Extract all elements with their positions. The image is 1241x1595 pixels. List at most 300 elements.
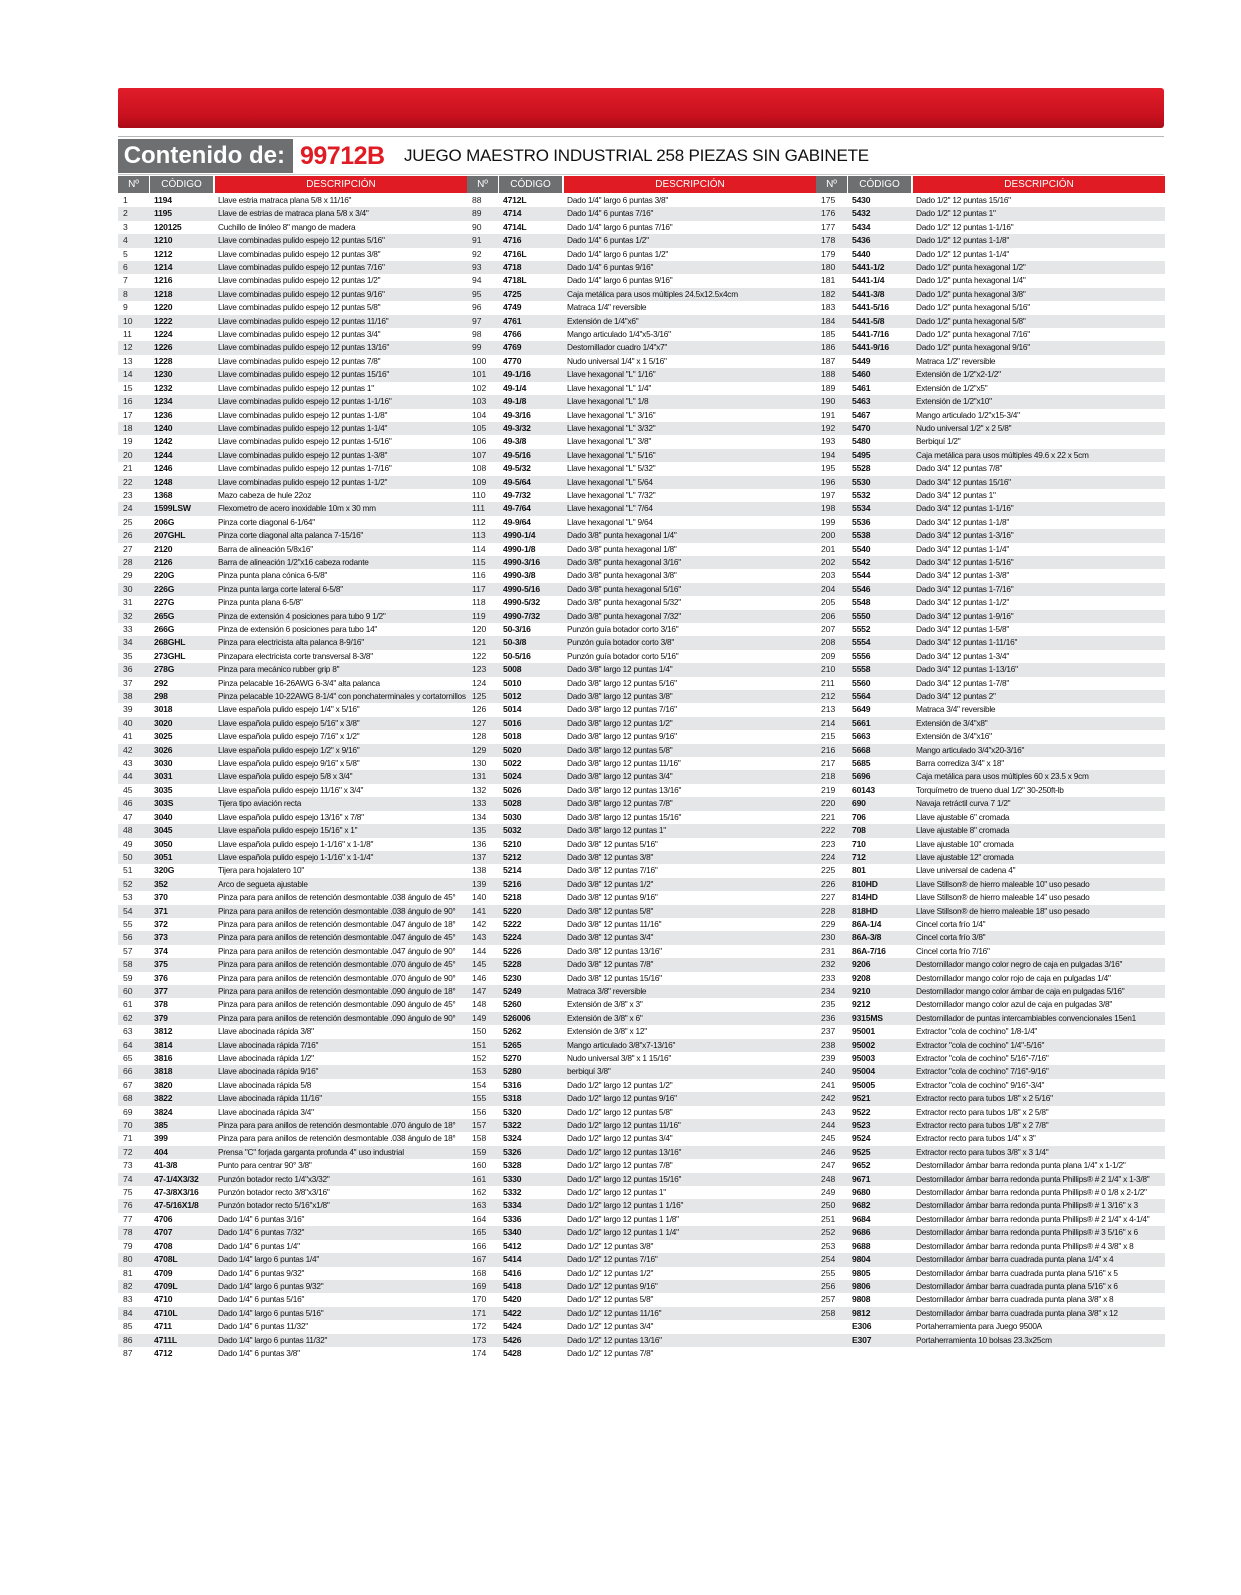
- table-row: [467, 958, 816, 971]
- item-description: Dado 1/2" largo 12 puntas 11/16": [567, 1120, 681, 1131]
- item-description: Dado 1/2" 12 puntas 7/8": [567, 1347, 654, 1358]
- item-number: 185: [821, 329, 836, 340]
- table-row: [467, 1039, 816, 1052]
- item-code: 5538: [852, 530, 871, 541]
- item-description: Llave combinadas pulido espejo 12 puntas 5/16": [218, 235, 385, 246]
- item-code: 5326: [503, 1146, 522, 1157]
- item-code: 5685: [852, 758, 871, 769]
- item-number: 225: [821, 865, 836, 876]
- table-row: [816, 1106, 1165, 1119]
- item-description: Extensión de 1/2"x2-1/2": [916, 369, 1001, 380]
- table-row: [467, 770, 816, 783]
- table-row: [816, 945, 1165, 958]
- item-description: Dado 3/8" punta hexagonal 3/8": [567, 570, 677, 581]
- item-code: 9680: [852, 1187, 871, 1198]
- item-number: 60: [123, 985, 133, 996]
- item-description: Dado 3/4" 12 puntas 1": [916, 489, 996, 500]
- table-row: [467, 596, 816, 609]
- item-description: Extensión de 3/8" x 6": [567, 1012, 643, 1023]
- item-description: Dado 3/8" largo 12 puntas 5/8": [567, 744, 673, 755]
- item-description: Punzón guía botador corto 3/16": [567, 624, 679, 634]
- item-description: Matraca 3/8" reversible: [567, 985, 647, 996]
- item-number: 15: [123, 382, 133, 393]
- table-row: [816, 878, 1165, 891]
- item-description: Extensión de 1/4"x6": [567, 315, 639, 326]
- table-row: [467, 1052, 816, 1065]
- item-number: 229: [821, 918, 836, 929]
- table-row: [118, 1173, 467, 1186]
- item-number: 126: [472, 704, 487, 715]
- item-code: 5318: [503, 1093, 522, 1104]
- item-description: Llave combinadas pulido espejo 12 puntas 1-5/16": [218, 436, 392, 447]
- contents-table-column-3: [816, 176, 1165, 1347]
- item-code: 1212: [154, 248, 173, 259]
- item-code: 3816: [154, 1053, 173, 1063]
- item-description: Llave abocinada rápida 5/8: [218, 1079, 312, 1090]
- item-description: Dado 3/4" 12 puntas 1-5/16": [916, 556, 1014, 567]
- item-number: 210: [821, 664, 836, 675]
- item-code: 120125: [154, 221, 182, 232]
- table-row: [816, 891, 1165, 904]
- item-description: Pinza para para anillos de retención desmontable .047 ángulo de 45°: [218, 932, 456, 943]
- table-row: [118, 1213, 467, 1226]
- item-code: 5228: [503, 959, 522, 970]
- table-row: [118, 1079, 467, 1092]
- item-description: Pinza de extensión 4 posiciones para tubo 9 1/2": [218, 610, 386, 621]
- table-row: [118, 409, 467, 422]
- item-code: 47-3/8X3/16: [154, 1187, 199, 1198]
- item-code: 1236: [154, 409, 173, 420]
- item-code: 5546: [852, 583, 871, 594]
- header-code: CÓDIGO: [848, 176, 911, 193]
- table-row: [816, 998, 1165, 1011]
- item-code: 49-9/64: [503, 516, 531, 527]
- item-code: 9806: [852, 1280, 871, 1291]
- table-row: [467, 328, 816, 341]
- item-code: 5552: [852, 624, 871, 634]
- item-number: 179: [821, 248, 836, 259]
- item-number: 28: [123, 556, 133, 567]
- item-code: 375: [154, 959, 168, 970]
- item-number: 213: [821, 704, 836, 715]
- item-number: 26: [123, 530, 133, 541]
- item-code: 5028: [503, 798, 522, 809]
- table-row: [816, 1159, 1165, 1172]
- table-row: [467, 221, 816, 234]
- item-code: 4711: [154, 1321, 172, 1332]
- item-number: 160: [472, 1160, 487, 1171]
- table-row: [118, 382, 467, 395]
- table-row: [816, 1012, 1165, 1025]
- item-number: 110: [472, 489, 486, 500]
- item-description: Mango articulado 1/2"x15-3/4": [916, 409, 1020, 420]
- item-code: 9682: [852, 1200, 871, 1211]
- item-description: Matraca 1/4" reversible: [567, 302, 647, 313]
- table-row: [816, 543, 1165, 556]
- item-description: Dado 1/4" 6 puntas 1/2": [567, 235, 649, 246]
- item-code: 5530: [852, 476, 871, 487]
- table-row: [467, 301, 816, 314]
- item-code: 5334: [503, 1200, 522, 1211]
- item-description: Pinza punta plana 6-5/8": [218, 597, 303, 608]
- item-number: 238: [821, 1039, 836, 1050]
- content-label: Contenido de:: [118, 139, 293, 173]
- item-code: 3822: [154, 1093, 173, 1104]
- item-description: Llave Stillson® de hierro maleable 18" uso pesado: [916, 905, 1090, 916]
- item-number: 230: [821, 932, 836, 943]
- item-number: 145: [472, 959, 487, 970]
- item-number: 214: [821, 717, 836, 728]
- item-code: 86A-3/8: [852, 932, 882, 943]
- item-description: Pinzapara electricista corte transversal 8-3/8": [218, 650, 373, 661]
- item-description: Dado 1/2" largo 12 puntas 9/16": [567, 1093, 677, 1104]
- table-row: [467, 690, 816, 703]
- table-row: [816, 1173, 1165, 1186]
- item-code: 5467: [852, 409, 871, 420]
- item-number: 16: [123, 396, 133, 407]
- item-code: 5416: [503, 1267, 522, 1278]
- item-description: Extensión de 3/4"x16": [916, 731, 992, 742]
- item-code: 385: [154, 1120, 168, 1131]
- item-description: Dado 1/2" 12 puntas 13/16": [567, 1334, 662, 1345]
- table-row: [467, 1025, 816, 1038]
- item-description: Dado 1/2" largo 12 puntas 5/8": [567, 1106, 673, 1117]
- item-code: 1244: [154, 449, 173, 460]
- item-number: 118: [472, 597, 486, 608]
- table-row: [467, 730, 816, 743]
- item-code: 9210: [852, 985, 871, 996]
- item-description: Dado 1/2" punta hexagonal 5/8": [916, 315, 1026, 326]
- item-description: Dado 1/4" 6 puntas 5/16": [218, 1294, 305, 1305]
- item-description: Dado 1/2" 12 puntas 1-1/8": [916, 235, 1010, 246]
- item-code: 3025: [154, 731, 173, 742]
- table-header: [467, 176, 816, 193]
- item-code: 1224: [154, 329, 173, 340]
- item-description: Portaherramienta para Juego 9500A: [916, 1321, 1042, 1332]
- item-description: Llave combinadas pulido espejo 12 puntas 1-7/16": [218, 463, 392, 474]
- item-number: 195: [821, 463, 836, 474]
- item-description: Dado 1/2" 12 puntas 7/16": [567, 1254, 658, 1265]
- table-row: [118, 757, 467, 770]
- item-code: 5026: [503, 784, 522, 795]
- item-description: Llave combinadas pulido espejo 12 puntas 1-1/2": [218, 476, 388, 487]
- item-description: Dado 3/8" largo 12 puntas 7/8": [567, 798, 673, 809]
- table-row: [118, 1280, 467, 1293]
- item-number: 3: [123, 221, 128, 232]
- item-number: 59: [123, 972, 133, 983]
- item-description: Matraca 1/2" reversible: [916, 355, 996, 366]
- item-number: 175: [821, 195, 836, 205]
- item-code: 810HD: [852, 878, 878, 889]
- item-number: 182: [821, 288, 836, 299]
- item-code: 5449: [852, 355, 871, 366]
- table-row: [816, 1199, 1165, 1212]
- item-code: 49-7/64: [503, 503, 531, 514]
- table-row: [118, 891, 467, 904]
- table-row: [467, 945, 816, 958]
- item-description: Llave española pulido espejo 15/16" x 1": [218, 825, 358, 836]
- item-description: Dado 3/8" punta hexagonal 3/16": [567, 556, 681, 567]
- item-description: Llave combinadas pulido espejo 12 puntas 1/2": [218, 275, 381, 286]
- item-description: Destornillador cuadro 1/4"x7": [567, 342, 668, 353]
- item-description: Dado 3/8" largo 12 puntas 1/2": [567, 717, 673, 728]
- item-description: Extractor "cola de cochino" 7/16"-9/16": [916, 1066, 1049, 1077]
- table-row: [467, 569, 816, 582]
- item-number: 172: [472, 1321, 487, 1332]
- item-number: 38: [123, 691, 133, 702]
- item-number: 7: [123, 275, 128, 286]
- table-row: [816, 1186, 1165, 1199]
- item-description: berbiquí 3/8": [567, 1066, 611, 1077]
- item-description: Extractor "cola de cochino" 1/4"-5/16": [916, 1039, 1045, 1050]
- item-description: Destornillador ámbar barra redonda punta plana 1/4" x 1-1/2": [916, 1160, 1126, 1171]
- item-number: 192: [821, 422, 836, 433]
- item-number: 77: [123, 1213, 133, 1224]
- item-code: 4710: [154, 1294, 173, 1305]
- item-code: 4712L: [503, 195, 527, 205]
- item-description: Extensión de 3/8" x 12": [567, 1026, 647, 1037]
- item-description: Dado 3/8" punta hexagonal 1/8": [567, 543, 677, 554]
- table-row: [467, 341, 816, 354]
- item-code: 9804: [852, 1254, 871, 1265]
- item-description: Dado 1/2" 12 puntas 15/16": [916, 195, 1011, 205]
- item-description: Llave ajustable 6" cromada: [916, 811, 1010, 822]
- table-row: [467, 1213, 816, 1226]
- item-number: 212: [821, 691, 836, 702]
- item-description: Punzón guía botador corto 5/16": [567, 650, 679, 661]
- item-code: 377: [154, 985, 168, 996]
- item-number: 177: [821, 221, 836, 232]
- table-row: [467, 489, 816, 502]
- item-description: Dado 3/8" largo 12 puntas 1/4": [567, 664, 673, 675]
- item-code: 708: [852, 825, 866, 836]
- item-number: 29: [123, 570, 133, 581]
- table-row: [467, 677, 816, 690]
- table-row: [467, 435, 816, 448]
- table-row: [118, 422, 467, 435]
- item-description: Punzón botador recto 5/16"x1/8": [218, 1200, 330, 1211]
- item-number: 117: [472, 583, 486, 594]
- item-description: Dado 1/2" 12 puntas 1-1/4": [916, 248, 1010, 259]
- item-code: 50-5/16: [503, 650, 531, 661]
- item-description: Destornillador mango color ámbar de caja en pulgadas 5/16": [916, 985, 1125, 996]
- item-number: 217: [821, 758, 836, 769]
- item-code: 49-1/16: [503, 369, 531, 380]
- table-row: [816, 476, 1165, 489]
- table-row: [467, 556, 816, 569]
- item-description: Dado 3/8" punta hexagonal 1/4": [567, 530, 677, 541]
- item-number: 46: [123, 798, 133, 809]
- item-code: 4718: [503, 262, 522, 273]
- item-number: 65: [123, 1053, 133, 1063]
- table-body: [816, 194, 1165, 1347]
- item-number: 199: [821, 516, 836, 527]
- table-row: [816, 905, 1165, 918]
- item-description: Extractor recto para tubos 1/4" x 3": [916, 1133, 1036, 1144]
- item-number: 247: [821, 1160, 836, 1171]
- table-row: [467, 744, 816, 757]
- item-description: Llave española pulido espejo 1-1/16" x 1-1/8": [218, 838, 374, 849]
- item-number: 158: [472, 1133, 487, 1144]
- item-description: Extensión de 1/2"x5": [916, 382, 988, 393]
- table-row: [816, 1025, 1165, 1038]
- table-row: [467, 757, 816, 770]
- item-number: 127: [472, 717, 487, 728]
- item-number: 133: [472, 798, 487, 809]
- item-number: 250: [821, 1200, 836, 1211]
- item-number: 163: [472, 1200, 487, 1211]
- table-row: [816, 1213, 1165, 1226]
- item-code: 3812: [154, 1026, 173, 1037]
- table-row: [467, 248, 816, 261]
- item-code: 372: [154, 918, 168, 929]
- item-code: 4709: [154, 1267, 173, 1278]
- item-description: Navaja retráctil curva 7 1/2": [916, 798, 1011, 809]
- item-description: Dado 1/2" 12 puntas 3/8": [567, 1240, 654, 1251]
- item-code: 3814: [154, 1039, 173, 1050]
- item-code: 1599LSW: [154, 503, 191, 514]
- item-description: Mazo cabeza de hule 22oz: [218, 489, 312, 500]
- item-description: Llave ajustable 12" cromada: [916, 851, 1014, 862]
- item-code: 9688: [852, 1240, 871, 1251]
- item-code: 712: [852, 851, 866, 862]
- table-row: [118, 261, 467, 274]
- table-row: [118, 958, 467, 971]
- item-number: 234: [821, 985, 836, 996]
- table-row: [816, 985, 1165, 998]
- item-code: 5022: [503, 758, 522, 769]
- table-row: [467, 234, 816, 247]
- item-number: 102: [472, 382, 487, 393]
- table-row: [467, 931, 816, 944]
- item-description: Llave abocinada rápida 9/16": [218, 1066, 319, 1077]
- item-code: 5222: [503, 918, 522, 929]
- table-row: [467, 1119, 816, 1132]
- table-row: [467, 476, 816, 489]
- item-code: 5216: [503, 878, 522, 889]
- table-row: [816, 1253, 1165, 1266]
- item-description: Punzón guía botador corto 3/8": [567, 637, 675, 648]
- item-description: Dado 1/4" largo 6 puntas 7/16": [567, 221, 673, 232]
- table-row: [118, 194, 467, 207]
- item-code: 50-3/8: [503, 637, 527, 648]
- item-description: Dado 3/8" largo 12 puntas 3/8": [567, 691, 673, 702]
- item-code: 5316: [503, 1079, 522, 1090]
- item-code: 371: [154, 905, 168, 916]
- item-number: 146: [472, 972, 487, 983]
- table-row: [816, 221, 1165, 234]
- item-description: Dado 3/8" 12 puntas 3/8": [567, 851, 654, 862]
- item-number: 103: [472, 396, 487, 407]
- table-row: [816, 931, 1165, 944]
- table-row: [118, 744, 467, 757]
- item-description: Extensión de 3/4"x8": [916, 717, 988, 728]
- item-number: 32: [123, 610, 133, 621]
- item-number: 152: [472, 1053, 487, 1063]
- item-number: [816, 1334, 852, 1347]
- table-row: [816, 596, 1165, 609]
- item-number: 149: [472, 1012, 487, 1023]
- item-code: 5564: [852, 691, 871, 702]
- item-number: 220: [821, 798, 836, 809]
- item-number: 121: [472, 637, 487, 648]
- item-number: 208: [821, 637, 836, 648]
- item-description: Dado 1/2" largo 12 puntas 1 1/8": [567, 1213, 679, 1224]
- item-number: 93: [472, 262, 482, 273]
- header-code: CÓDIGO: [499, 176, 562, 193]
- item-code: 49-3/16: [503, 409, 531, 420]
- table-row: [467, 315, 816, 328]
- table-row: [816, 1079, 1165, 1092]
- item-description: Llave hexagonal "L" 9/64: [567, 516, 653, 527]
- item-code: 278G: [154, 664, 175, 675]
- item-description: Pinza para para anillos de retención desmontable .038 ángulo de 18°: [218, 1133, 456, 1144]
- table-row: [467, 797, 816, 810]
- item-number: 243: [821, 1106, 836, 1117]
- item-code: 5014: [503, 704, 522, 715]
- table-row: [816, 462, 1165, 475]
- header-desc: DESCRIPCIÓN: [913, 176, 1165, 193]
- item-code: 4749: [503, 302, 522, 313]
- item-code: 1226: [154, 342, 173, 353]
- item-code: 378: [154, 999, 168, 1010]
- item-code: 303S: [154, 798, 174, 809]
- item-description: Flexometro de acero inoxidable 10m x 30 mm: [218, 503, 376, 514]
- table-row: [816, 811, 1165, 824]
- item-description: Dado 3/8" largo 12 puntas 5/16": [567, 677, 677, 688]
- table-row: [816, 529, 1165, 542]
- table-row: [118, 717, 467, 730]
- table-row: [118, 301, 467, 314]
- divider: [118, 174, 1164, 175]
- table-row: [467, 395, 816, 408]
- item-description: Dado 3/4" 12 puntas 1-11/16": [916, 637, 1018, 648]
- item-number: 153: [472, 1066, 487, 1077]
- item-description: Dado 3/4" 12 puntas 1-3/4": [916, 650, 1010, 661]
- item-code: 5230: [503, 972, 522, 983]
- item-code: 5430: [852, 195, 871, 205]
- item-number: 61: [123, 999, 133, 1010]
- item-number: 231: [821, 945, 836, 956]
- table-row: [118, 234, 467, 247]
- item-code: 4718L: [503, 275, 527, 286]
- item-number: 154: [472, 1079, 487, 1090]
- table-row: [467, 703, 816, 716]
- item-number: 256: [821, 1280, 836, 1291]
- item-code: 4712: [154, 1347, 173, 1358]
- table-row: [816, 757, 1165, 770]
- item-number: 165: [472, 1227, 487, 1238]
- item-description: Llave española pulido espejo 5/8 x 3/4": [218, 771, 353, 782]
- item-code: 3020: [154, 717, 173, 728]
- item-code: 3051: [154, 851, 173, 862]
- table-row: [118, 529, 467, 542]
- item-description: Llave combinadas pulido espejo 12 puntas 9/16": [218, 288, 385, 299]
- item-number: 207: [821, 624, 836, 634]
- item-code: 373: [154, 932, 168, 943]
- item-description: Dado 3/8" 12 puntas 3/4": [567, 932, 654, 943]
- item-number: 71: [123, 1133, 133, 1144]
- item-code: 3031: [154, 771, 173, 782]
- item-description: Cincel corta frío 7/16": [916, 945, 990, 956]
- item-code: 4990-1/4: [503, 530, 536, 541]
- table-row: [467, 355, 816, 368]
- table-row: [118, 784, 467, 797]
- item-code: 4709L: [154, 1280, 178, 1291]
- item-number: 112: [472, 516, 486, 527]
- item-description: Tijera para hojalatero 10": [218, 865, 305, 876]
- item-code: 706: [852, 811, 866, 822]
